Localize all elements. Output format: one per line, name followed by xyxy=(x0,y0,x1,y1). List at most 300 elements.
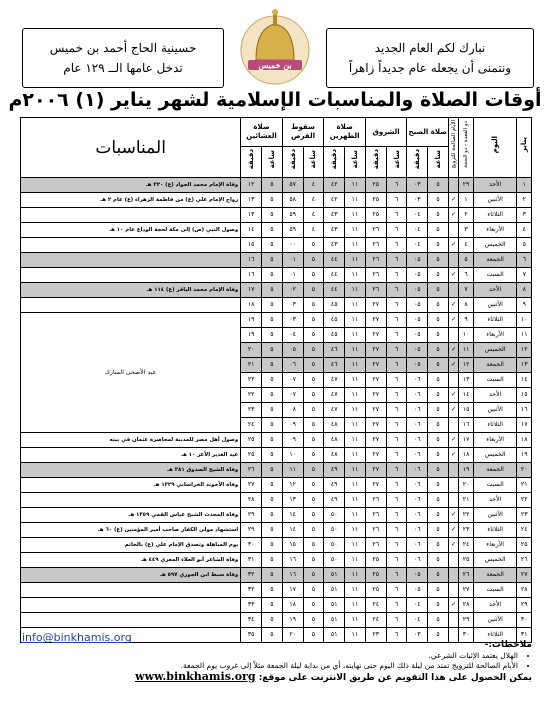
table-row xyxy=(21,433,532,448)
cell-f_h: ٥ xyxy=(428,538,449,553)
cell-w xyxy=(448,328,458,343)
cell-f_h: ٥ xyxy=(428,178,449,193)
cell-m_m: ٠١ xyxy=(282,253,303,268)
cell-d_m: ٤٧ xyxy=(324,403,345,418)
cell-s_m: ٢٦ xyxy=(365,223,386,238)
cell-f_m: ٠٣ xyxy=(407,193,428,208)
website-link[interactable]: www.binkhamis.org xyxy=(135,670,256,683)
hussainiya-box xyxy=(22,28,224,88)
cell-g: ٢٩ xyxy=(517,598,532,613)
cell-s_h: ٦ xyxy=(386,238,407,253)
cell-d_m: ٥٠ xyxy=(324,523,345,538)
cell-m_h: ٥ xyxy=(303,538,324,553)
cell-f_m: ٠٥ xyxy=(407,358,428,373)
cell-g: ١٤ xyxy=(517,373,532,388)
cell-f_m: ٠٣ xyxy=(407,178,428,193)
cell-m_m: ١٩ xyxy=(282,613,303,628)
table-row xyxy=(21,283,532,298)
cell-g: ٨ xyxy=(517,283,532,298)
cell-i_h: ٥ xyxy=(262,418,283,433)
cell-m_m: ٢٠ xyxy=(282,628,303,643)
cell-m_m: ١٤ xyxy=(282,523,303,538)
cell-h: ٢٢ xyxy=(459,508,474,523)
cell-d_h: ١١ xyxy=(345,463,366,478)
cell-f_m: ٠٦ xyxy=(407,373,428,388)
cell-f_m: ٠٦ xyxy=(407,448,428,463)
greeting-box xyxy=(326,28,534,88)
cell-s_m: ٢٦ xyxy=(365,523,386,538)
cell-h: ١٧ xyxy=(459,433,474,448)
cell-f_h: ٥ xyxy=(428,328,449,343)
cell-i_h: ٥ xyxy=(262,553,283,568)
cell-i_m: ١٣ xyxy=(241,208,262,223)
occasion-cell: وفاة الشيخ الصدوق ٣٨١ هـ xyxy=(21,463,241,478)
cell-i_h: ٥ xyxy=(262,448,283,463)
cell-s_h: ٦ xyxy=(386,358,407,373)
table-row xyxy=(21,253,532,268)
header-maghrib: سقوط القرص xyxy=(282,118,324,147)
cell-m_h: ٥ xyxy=(303,418,324,433)
cell-day: الأربعاء xyxy=(473,328,517,343)
cell-d_m: ٤٥ xyxy=(324,313,345,328)
cell-d_h: ١١ xyxy=(345,253,366,268)
cell-d_m: ٥١ xyxy=(324,628,345,643)
cell-w xyxy=(448,478,458,493)
cell-g: ٢٦ xyxy=(517,553,532,568)
cell-f_m: ٠٥ xyxy=(407,253,428,268)
cell-day: الثلاثاء xyxy=(473,313,517,328)
cell-g: ٢٢ xyxy=(517,493,532,508)
cell-d_h: ١١ xyxy=(345,568,366,583)
cell-f_h: ٥ xyxy=(428,283,449,298)
cell-s_m: ٢٦ xyxy=(365,508,386,523)
cell-m_h: ٥ xyxy=(303,313,324,328)
cell-w xyxy=(448,253,458,268)
cell-f_m: ٠٦ xyxy=(407,418,428,433)
cell-f_m: ٠٥ xyxy=(407,328,428,343)
cell-day: الخميس xyxy=(473,448,517,463)
cell-h: ٢٩ xyxy=(459,178,474,193)
cell-s_h: ٦ xyxy=(386,463,407,478)
subheader-hour: ساعة xyxy=(345,147,366,178)
cell-d_m: ٤٨ xyxy=(324,433,345,448)
cell-m_h: ٥ xyxy=(303,523,324,538)
cell-i_m: ٢٥ xyxy=(241,433,262,448)
cell-i_m: ١٤ xyxy=(241,223,262,238)
cell-i_h: ٥ xyxy=(262,298,283,313)
cell-d_h: ١١ xyxy=(345,583,366,598)
cell-m_h: ٥ xyxy=(303,598,324,613)
cell-m_m: ٥٧ xyxy=(282,178,303,193)
cell-f_m: ٠٤ xyxy=(407,598,428,613)
cell-day: الأربعاء xyxy=(473,433,517,448)
table-row xyxy=(21,598,532,613)
occasion-cell xyxy=(21,298,241,313)
cell-g: ٢٥ xyxy=(517,538,532,553)
cell-w: ✓ xyxy=(448,238,458,253)
cell-f_m: ٠٥ xyxy=(407,568,428,583)
cell-s_m: ٢٦ xyxy=(365,238,386,253)
cell-m_h: ٥ xyxy=(303,268,324,283)
cell-d_m: ٤٨ xyxy=(324,418,345,433)
cell-s_m: ٢٧ xyxy=(365,463,386,478)
occasion-cell xyxy=(21,253,241,268)
header-hijri: ذو القعدة - ذو الحجة xyxy=(459,118,474,178)
cell-m_m: ١٥ xyxy=(282,538,303,553)
cell-m_h: ٥ xyxy=(303,613,324,628)
cell-f_h: ٥ xyxy=(428,463,449,478)
cell-d_h: ١١ xyxy=(345,193,366,208)
occasion-cell xyxy=(21,583,241,598)
cell-f_h: ٥ xyxy=(428,508,449,523)
cell-day: الأثنين xyxy=(473,508,517,523)
occasion-cell xyxy=(21,238,241,253)
cell-day: السبت xyxy=(473,373,517,388)
cell-i_h: ٥ xyxy=(262,178,283,193)
cell-d_h: ١١ xyxy=(345,208,366,223)
cell-i_m: ٢٥ xyxy=(241,448,262,463)
cell-i_m: ٢٦ xyxy=(241,463,262,478)
cell-f_m: ٠٦ xyxy=(407,478,428,493)
notes-section xyxy=(20,640,532,684)
cell-s_h: ٦ xyxy=(386,223,407,238)
cell-g: ٣١ xyxy=(517,628,532,643)
occasion-cell xyxy=(21,493,241,508)
cell-w: ✓ xyxy=(448,448,458,463)
cell-m_h: ٤ xyxy=(303,208,324,223)
cell-d_h: ١١ xyxy=(345,268,366,283)
cell-m_h: ٥ xyxy=(303,583,324,598)
cell-s_m: ٢٧ xyxy=(365,433,386,448)
cell-day: الثلاثاء xyxy=(473,208,517,223)
cell-m_m: ١٣ xyxy=(282,493,303,508)
cell-g: ١٠ xyxy=(517,313,532,328)
cell-day: الأحد xyxy=(473,388,517,403)
table-row xyxy=(21,223,532,238)
cell-g: ١٥ xyxy=(517,388,532,403)
cell-d_h: ١١ xyxy=(345,313,366,328)
cell-f_h: ٥ xyxy=(428,343,449,358)
cell-s_h: ٦ xyxy=(386,403,407,418)
cell-m_m: ١٠ xyxy=(282,448,303,463)
cell-s_m: ٢٧ xyxy=(365,418,386,433)
cell-i_m: ٣١ xyxy=(241,553,262,568)
cell-i_m: ٣٥ xyxy=(241,628,262,643)
cell-s_h: ٦ xyxy=(386,613,407,628)
cell-h: ٤ xyxy=(459,238,474,253)
cell-m_m: ٠٥ xyxy=(282,343,303,358)
cell-i_m: ٢٢ xyxy=(241,373,262,388)
cell-f_h: ٥ xyxy=(428,553,449,568)
cell-i_m: ٢٩ xyxy=(241,523,262,538)
cell-m_m: ٠٩ xyxy=(282,418,303,433)
cell-d_m: ٤٥ xyxy=(324,298,345,313)
cell-m_h: ٥ xyxy=(303,253,324,268)
cell-s_h: ٦ xyxy=(386,208,407,223)
cell-day: الأثنين xyxy=(473,193,517,208)
cell-m_m: ٠٩ xyxy=(282,433,303,448)
table-row xyxy=(21,193,532,208)
cell-f_m: ٠٦ xyxy=(407,508,428,523)
notes-title: ملاحظات:- xyxy=(484,640,532,650)
cell-s_m: ٢٧ xyxy=(365,328,386,343)
cell-f_h: ٥ xyxy=(428,493,449,508)
cell-s_h: ٦ xyxy=(386,568,407,583)
cell-h: ١٦ xyxy=(459,418,474,433)
cell-day: الأحد xyxy=(473,178,517,193)
cell-day: السبت xyxy=(473,268,517,283)
cell-d_m: ٥١ xyxy=(324,613,345,628)
cell-w: ✓ xyxy=(448,433,458,448)
cell-h: ١٢ xyxy=(459,358,474,373)
occasion-cell: وصول النبي (ص) إلى مكة لحجة الوداع عام ١٠ هـ xyxy=(21,223,241,238)
subheader-hour: ساعة xyxy=(386,147,407,178)
cell-d_m: ٤٢ xyxy=(324,178,345,193)
cell-f_m: ٠٦ xyxy=(407,493,428,508)
occasion-cell: يوم المباهلة وتصدق الإمام علي (ع) بالخاتم xyxy=(21,538,241,553)
cell-m_m: ٠٠ xyxy=(282,238,303,253)
cell-i_m: ٢٧ xyxy=(241,478,262,493)
cell-h: ٢١ xyxy=(459,493,474,508)
table-row xyxy=(21,583,532,598)
cell-i_h: ٥ xyxy=(262,433,283,448)
cell-f_m: ٠٦ xyxy=(407,463,428,478)
cell-w: ✓ xyxy=(448,313,458,328)
cell-f_m: ٠٦ xyxy=(407,523,428,538)
cell-g: ٢٠ xyxy=(517,463,532,478)
cell-d_m: ٤٣ xyxy=(324,223,345,238)
cell-g: ١ xyxy=(517,178,532,193)
cell-s_h: ٦ xyxy=(386,508,407,523)
cell-i_m: ٢٠ xyxy=(241,343,262,358)
cell-h: ٦ xyxy=(459,268,474,283)
subheader-minute: دقيقة xyxy=(324,147,345,178)
cell-day: الثلاثاء xyxy=(473,628,517,643)
cell-day: الأثنين xyxy=(473,298,517,313)
cell-d_h: ١١ xyxy=(345,178,366,193)
cell-m_h: ٥ xyxy=(303,328,324,343)
occasion-cell: وفاة سبط ابن الجوزي ٥٩٧ هـ xyxy=(21,568,241,583)
cell-i_h: ٥ xyxy=(262,313,283,328)
cell-m_h: ٥ xyxy=(303,373,324,388)
cell-f_h: ٥ xyxy=(428,523,449,538)
cell-m_m: ٠٣ xyxy=(282,298,303,313)
table-row xyxy=(21,553,532,568)
table-row xyxy=(21,568,532,583)
cell-f_h: ٥ xyxy=(428,418,449,433)
cell-f_h: ٥ xyxy=(428,568,449,583)
cell-s_m: ٢٥ xyxy=(365,583,386,598)
cell-i_m: ٢٩ xyxy=(241,508,262,523)
cell-w xyxy=(448,493,458,508)
header-january: يناير xyxy=(517,118,532,178)
cell-w: ✓ xyxy=(448,193,458,208)
cell-i_m: ١٦ xyxy=(241,268,262,283)
cell-s_m: ٢٧ xyxy=(365,298,386,313)
cell-f_h: ٥ xyxy=(428,268,449,283)
cell-f_m: ٠٤ xyxy=(407,238,428,253)
cell-s_h: ٦ xyxy=(386,418,407,433)
page-title: أوقات الصلاة والمناسبات الإسلامية لشهر يناير (١) ٢٠٠٦م xyxy=(8,89,542,111)
cell-d_m: ٤٣ xyxy=(324,238,345,253)
cell-g: ٦ xyxy=(517,253,532,268)
cell-i_h: ٥ xyxy=(262,463,283,478)
cell-m_h: ٤ xyxy=(303,178,324,193)
cell-h: ٢٣ xyxy=(459,523,474,538)
cell-m_m: ١٦ xyxy=(282,553,303,568)
cell-g: ٢٣ xyxy=(517,508,532,523)
cell-h: ٣٠ xyxy=(459,628,474,643)
cell-s_h: ٦ xyxy=(386,478,407,493)
subheader-hour: ساعة xyxy=(428,147,449,178)
cell-s_h: ٦ xyxy=(386,328,407,343)
occasion-cell: وفاة المحدث الشيخ عباس القمي ١٣٥٩ هـ xyxy=(21,508,241,523)
cell-g: ٢٤ xyxy=(517,523,532,538)
cell-m_h: ٥ xyxy=(303,568,324,583)
cell-s_h: ٦ xyxy=(386,298,407,313)
cell-m_h: ٥ xyxy=(303,283,324,298)
cell-day: الأربعاء xyxy=(473,223,517,238)
cell-h: ٢٩ xyxy=(459,613,474,628)
eid-al-adha-label: عيد الأضحى المبارك xyxy=(21,313,241,433)
cell-s_m: ٢٥ xyxy=(365,193,386,208)
email-link[interactable]: info@binkhamis.org xyxy=(22,631,132,644)
cell-s_h: ٦ xyxy=(386,388,407,403)
cell-m_m: ٠٧ xyxy=(282,373,303,388)
cell-i_m: ٣٣ xyxy=(241,598,262,613)
cell-g: ٢١ xyxy=(517,478,532,493)
cell-day: الأربعاء xyxy=(473,538,517,553)
subheader-minute: دقيقة xyxy=(241,147,262,178)
cell-day: الجمعة xyxy=(473,463,517,478)
cell-i_m: ٢٨ xyxy=(241,493,262,508)
subheader-hour: ساعة xyxy=(262,147,283,178)
cell-i_h: ٥ xyxy=(262,208,283,223)
cell-d_m: ٥٠ xyxy=(324,508,345,523)
cell-s_h: ٦ xyxy=(386,193,407,208)
cell-f_h: ٥ xyxy=(428,358,449,373)
cell-m_h: ٥ xyxy=(303,628,324,643)
cell-m_h: ٥ xyxy=(303,388,324,403)
table-row xyxy=(21,508,532,523)
cell-m_m: ٠٣ xyxy=(282,313,303,328)
subheader-minute: دقيقة xyxy=(282,147,303,178)
cell-f_m: ٠٦ xyxy=(407,433,428,448)
cell-d_h: ١١ xyxy=(345,478,366,493)
cell-s_m: ٢٥ xyxy=(365,178,386,193)
cell-i_h: ٥ xyxy=(262,628,283,643)
cell-f_h: ٥ xyxy=(428,478,449,493)
cell-d_m: ٥٠ xyxy=(324,553,345,568)
cell-f_m: ٠٤ xyxy=(407,208,428,223)
cell-f_h: ٥ xyxy=(428,388,449,403)
cell-m_m: ٥٩ xyxy=(282,208,303,223)
cell-h: ١ xyxy=(459,193,474,208)
cell-s_m: ٢٦ xyxy=(365,493,386,508)
cell-s_m: ٢٦ xyxy=(365,268,386,283)
cell-h: ١٩ xyxy=(459,463,474,478)
table-row xyxy=(21,463,532,478)
cell-w: ✓ xyxy=(448,523,458,538)
website-line xyxy=(20,671,532,684)
cell-m_h: ٥ xyxy=(303,343,324,358)
cell-f_h: ٥ xyxy=(428,238,449,253)
cell-s_m: ٢٧ xyxy=(365,358,386,373)
cell-f_h: ٥ xyxy=(428,598,449,613)
cell-w xyxy=(448,418,458,433)
cell-s_h: ٦ xyxy=(386,628,407,643)
cell-s_m: ٢٣ xyxy=(365,628,386,643)
table-row xyxy=(21,313,532,328)
cell-f_h: ٥ xyxy=(428,208,449,223)
cell-i_h: ٥ xyxy=(262,223,283,238)
occasion-cell: استشهاد مولى الكفار صاحب أمير المؤمنين (ع) ٦٠ هـ xyxy=(21,523,241,538)
cell-i_h: ٥ xyxy=(262,373,283,388)
cell-s_h: ٦ xyxy=(386,283,407,298)
cell-m_h: ٥ xyxy=(303,463,324,478)
occasion-cell: وفاة الإمام محمد الجواد (ع) ٢٢٠ هـ xyxy=(21,178,241,193)
cell-g: ١٣ xyxy=(517,358,532,373)
occasion-cell xyxy=(21,598,241,613)
cell-g: ٢٨ xyxy=(517,583,532,598)
cell-i_h: ٥ xyxy=(262,568,283,583)
cell-i_h: ٥ xyxy=(262,388,283,403)
cell-d_h: ١١ xyxy=(345,628,366,643)
header-occasions: المناسبات xyxy=(21,118,241,178)
cell-d_m: ٤٩ xyxy=(324,493,345,508)
cell-m_m: ٠٦ xyxy=(282,358,303,373)
cell-day: الجمعة xyxy=(473,568,517,583)
cell-f_h: ٥ xyxy=(428,313,449,328)
cell-s_m: ٢٧ xyxy=(365,478,386,493)
table-row xyxy=(21,208,532,223)
cell-m_h: ٥ xyxy=(303,433,324,448)
cell-h: ٣ xyxy=(459,223,474,238)
occasion-cell: وفاة الشاعر أبو العلاء المعري ٤٤٩ هـ xyxy=(21,553,241,568)
cell-f_m: ٠٥ xyxy=(407,583,428,598)
cell-w xyxy=(448,613,458,628)
cell-m_h: ٤ xyxy=(303,193,324,208)
cell-g: ١٧ xyxy=(517,418,532,433)
cell-h: ١٥ xyxy=(459,403,474,418)
cell-i_h: ٥ xyxy=(262,283,283,298)
cell-m_m: ٥٩ xyxy=(282,223,303,238)
note-item: • الأيام الصالحة للتزويج تمتد من ليلة ذلك اليوم حتى نهايته، أي من بداية ليلة الجمعة مثلاً إلى غروب يوم الجمعة. xyxy=(20,661,518,671)
cell-h: ٨ xyxy=(459,298,474,313)
cell-day: الجمعة xyxy=(473,358,517,373)
cell-h: ٢٦ xyxy=(459,568,474,583)
cell-i_m: ٣٤ xyxy=(241,613,262,628)
cell-s_m: ٢٦ xyxy=(365,283,386,298)
cell-day: الثلاثاء xyxy=(473,523,517,538)
cell-g: ٣٠ xyxy=(517,613,532,628)
cell-i_m: ١٦ xyxy=(241,253,262,268)
cell-w xyxy=(448,463,458,478)
cell-d_m: ٤٧ xyxy=(324,373,345,388)
cell-i_m: ١٣ xyxy=(241,193,262,208)
cell-i_h: ٥ xyxy=(262,493,283,508)
cell-g: ٥ xyxy=(517,238,532,253)
cell-s_h: ٦ xyxy=(386,178,407,193)
table-row xyxy=(21,298,532,313)
cell-s_h: ٦ xyxy=(386,448,407,463)
cell-d_h: ١١ xyxy=(345,538,366,553)
cell-f_h: ٥ xyxy=(428,628,449,643)
cell-m_m: ١٢ xyxy=(282,478,303,493)
cell-f_m: ٠٦ xyxy=(407,388,428,403)
cell-d_m: ٤٤ xyxy=(324,283,345,298)
cell-i_m: ٣٠ xyxy=(241,538,262,553)
